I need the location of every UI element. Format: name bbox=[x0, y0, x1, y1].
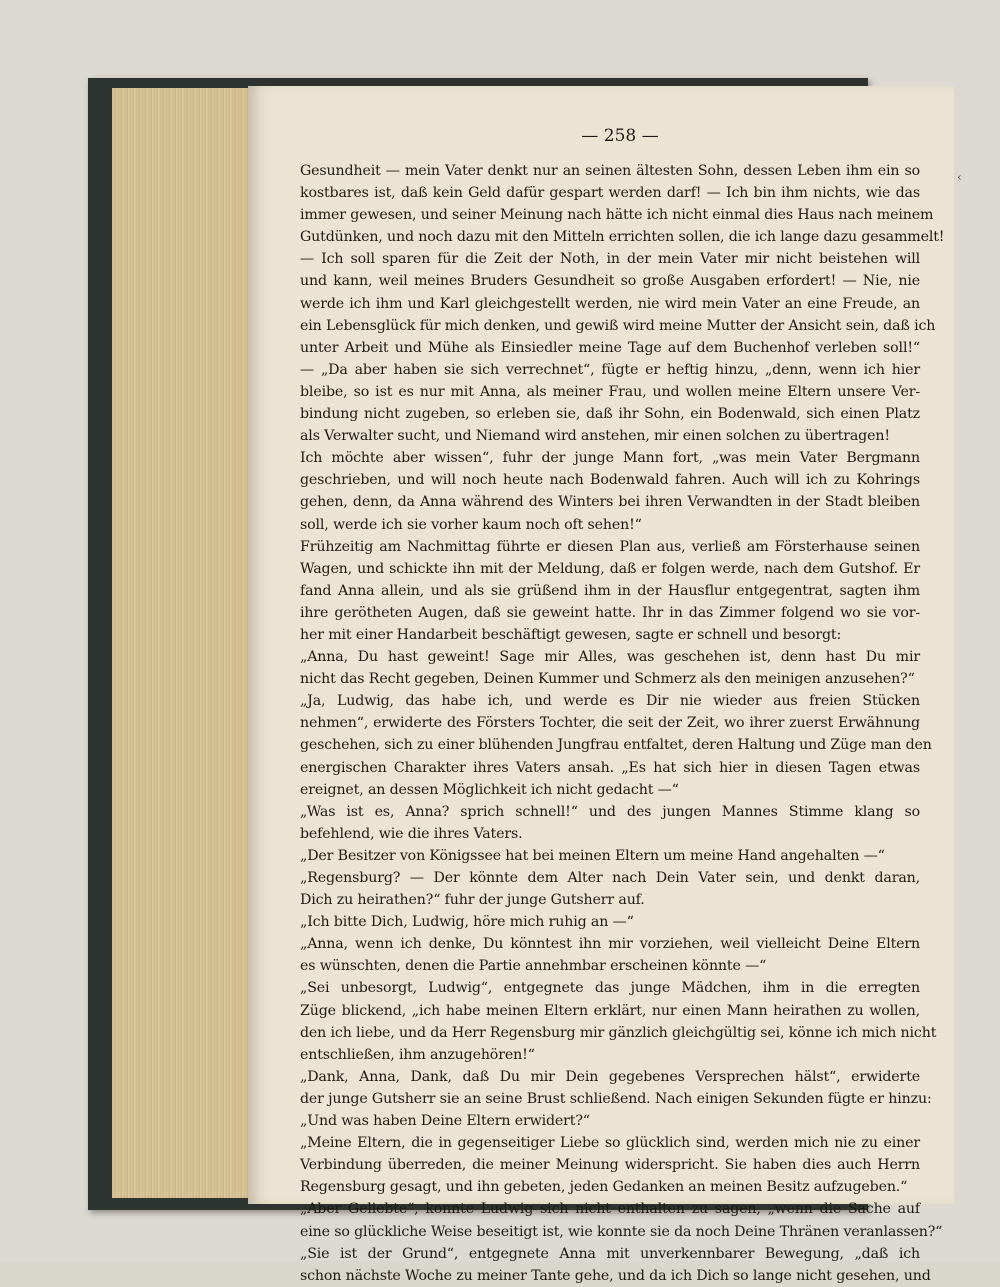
text-line: ein Lebensglück für mich denken, und gewiß wird meine Mutter der Ansicht sein, daß ich bbox=[300, 317, 936, 334]
text-line: gehen, denn, da Anna während des Winters bei ihren Verwandten in der Stadt bleiben bbox=[300, 494, 920, 511]
text-line: „Und was haben Deine Eltern erwidert?“ bbox=[300, 1113, 590, 1130]
text-line: „Aber Geliebte“, konnte Ludwig sich nicht enthalten zu sagen, „wenn die Sache auf bbox=[300, 1201, 920, 1218]
text-line: den ich liebe, und da Herr Regensburg mir gänzlich gleichgültig sei, könne ich mich nicht bbox=[300, 1024, 937, 1041]
text-line: „Regensburg? — Der könnte dem Alter nach Dein Vater sein, und denkt daran, bbox=[300, 870, 920, 886]
text-line: und kann, weil meines Bruders Gesundheit so große Ausgaben erfordert! — Nie, nie bbox=[300, 273, 920, 290]
text-line: der junge Gutsherr sie an seine Brust schließend. Nach einigen Sekunden fügte er hinzu: bbox=[300, 1090, 932, 1107]
text-line: kostbares ist, daß kein Geld dafür gespart werden darf! — Ich bin ihm nichts, wie das bbox=[300, 185, 920, 202]
text-line: Regensburg gesagt, und ihn gebeten, jeden Gedanken an meinen Besitz aufzugeben.“ bbox=[300, 1179, 908, 1196]
text-line: Frühzeitig am Nachmittag führte er diesen Plan aus, verließ am Försterhause seinen bbox=[300, 538, 920, 555]
text-line: — Ich soll sparen für die Zeit der Noth, in der mein Vater mir nicht beistehen will bbox=[300, 251, 920, 268]
text-line: nicht das Recht gegeben, Deinen Kummer und Schmerz als den meinigen anzusehen?“ bbox=[300, 671, 915, 688]
text-line: geschehen, sich zu einer blühenden Jungfrau entfaltet, deren Haltung und Züge man den bbox=[300, 737, 932, 754]
text-line: Verbindung überreden, die meiner Meinung widerspricht. Sie haben dies auch Herrn bbox=[300, 1157, 920, 1174]
body-text bbox=[300, 160, 945, 1287]
text-line: werde ich ihm und Karl gleichgestellt werden, nie wird mein Vater an eine Freude, an bbox=[300, 295, 920, 312]
text-line: eine so glückliche Weise beseitigt ist, wie konnte sie da noch Deine Thränen veranlassen?“ bbox=[300, 1223, 943, 1240]
text-line: — „Da aber haben sie sich verrechnet“, fügte er heftig hinzu, „denn, wenn ich hier bbox=[300, 361, 920, 378]
text-line: immer gewesen, und seiner Meinung nach hätte ich nicht einmal dies Haus nach meinem bbox=[300, 207, 934, 224]
text-line: unter Arbeit und Mühe als Einsiedler meine Tage auf dem Buchenhof verleben soll!“ bbox=[300, 339, 920, 356]
text-line: bleibe, so ist es nur mit Anna, als meiner Frau, und wollen meine Eltern unsere Ver- bbox=[300, 383, 920, 400]
text-line: „Anna, wenn ich denke, Du könntest ihn mir vorziehen, weil vielleicht Deine Eltern bbox=[300, 936, 920, 953]
text-line: nehmen“, erwiderte des Försters Tochter, die seit der Zeit, wo ihrer zuerst Erwähnung bbox=[300, 715, 920, 732]
text-line: soll, werde ich sie vorher kaum noch oft sehen!“ bbox=[300, 516, 642, 533]
text-line: Gesundheit — mein Vater denkt nur an seinen ältesten Sohn, dessen Leben ihm ein so bbox=[300, 163, 920, 179]
text-line: Gutdünken, und noch dazu mit den Mitteln errichten sollen, die ich lange dazu gesammelt! bbox=[300, 229, 945, 246]
text-line: ereignet, an dessen Möglichkeit ich nicht gedacht —“ bbox=[300, 781, 679, 798]
text-line: Dich zu heirathen?“ fuhr der junge Gutsherr auf. bbox=[300, 892, 645, 909]
text-line: „Ich bitte Dich, Ludwig, höre mich ruhig an —“ bbox=[300, 914, 634, 931]
page-number: — 258 — bbox=[581, 126, 659, 146]
text-line: ihre gerötheten Augen, daß sie geweint hatte. Ihr in das Zimmer folgend wo sie vor- bbox=[300, 604, 920, 621]
text-line: „Was ist es, Anna? sprich schnell!“ und des jungen Mannes Stimme klang so bbox=[300, 803, 920, 820]
text-line: „Meine Eltern, die in gegenseitiger Liebe so glücklich sind, werden mich nie zu einer bbox=[300, 1135, 920, 1152]
text-line: energischen Charakter ihres Vaters ansah. „Es hat sich hier in diesen Tagen etwas bbox=[300, 759, 920, 776]
text-line: schon nächste Woche zu meiner Tante gehe, und da ich Dich so lange nicht gesehen, und bbox=[300, 1267, 931, 1284]
text-line: Züge blickend, „ich habe meinen Eltern erklärt, nur einen Mann heirathen zu wollen, bbox=[300, 1002, 920, 1019]
margin-mark: ‹ bbox=[957, 170, 962, 184]
text-line: als Verwalter sucht, und Niemand wird anstehen, mir einen solchen zu übertragen! bbox=[300, 428, 890, 445]
text-line: bindung nicht zugeben, so erleben sie, daß ihr Sohn, ein Bodenwald, sich einen Platz bbox=[300, 406, 920, 423]
text-line: Ich möchte aber wissen“, fuhr der junge Mann fort, „was mein Vater Bergmann bbox=[300, 450, 920, 467]
page-edges bbox=[112, 88, 252, 1198]
text-line: geschrieben, und will noch heute nach Bodenwald fahren. Auch will ich zu Kohrings bbox=[300, 472, 920, 489]
text-line: „Ja, Ludwig, das habe ich, und werde es Dir nie wieder aus freien Stücken bbox=[300, 693, 920, 710]
text-line: her mit einer Handarbeit beschäftigt gewesen, sagte er schnell und besorgt: bbox=[300, 626, 842, 643]
text-line: „Sei unbesorgt, Ludwig“, entgegnete das junge Mädchen, ihm in die erregten bbox=[300, 980, 920, 997]
text-line: „Sie ist der Grund“, entgegnete Anna mit unverkennbarer Bewegung, „daß ich bbox=[300, 1245, 920, 1262]
text-line: „Anna, Du hast geweint! Sage mir Alles, was geschehen ist, denn hast Du mir bbox=[300, 649, 920, 666]
text-line: befehlend, wie die ihres Vaters. bbox=[300, 825, 523, 842]
text-line: Wagen, und schickte ihn mit der Meldung, daß er folgen werde, nach dem Gutshof. Er bbox=[300, 560, 920, 577]
text-line: es wünschten, denen die Partie annehmbar erscheinen könnte —“ bbox=[300, 958, 767, 975]
text-line: fand Anna allein, und als sie grüßend ihm in der Hausflur entgegentrat, sagten ihm bbox=[300, 582, 920, 599]
text-line: entschließen, ihm anzugehören!“ bbox=[300, 1046, 535, 1063]
text-line: „Der Besitzer von Königssee hat bei meinen Eltern um meine Hand angehalten —“ bbox=[300, 847, 885, 864]
text-line: „Dank, Anna, Dank, daß Du mir Dein gegebenes Versprechen hälst“, erwiderte bbox=[300, 1068, 920, 1085]
